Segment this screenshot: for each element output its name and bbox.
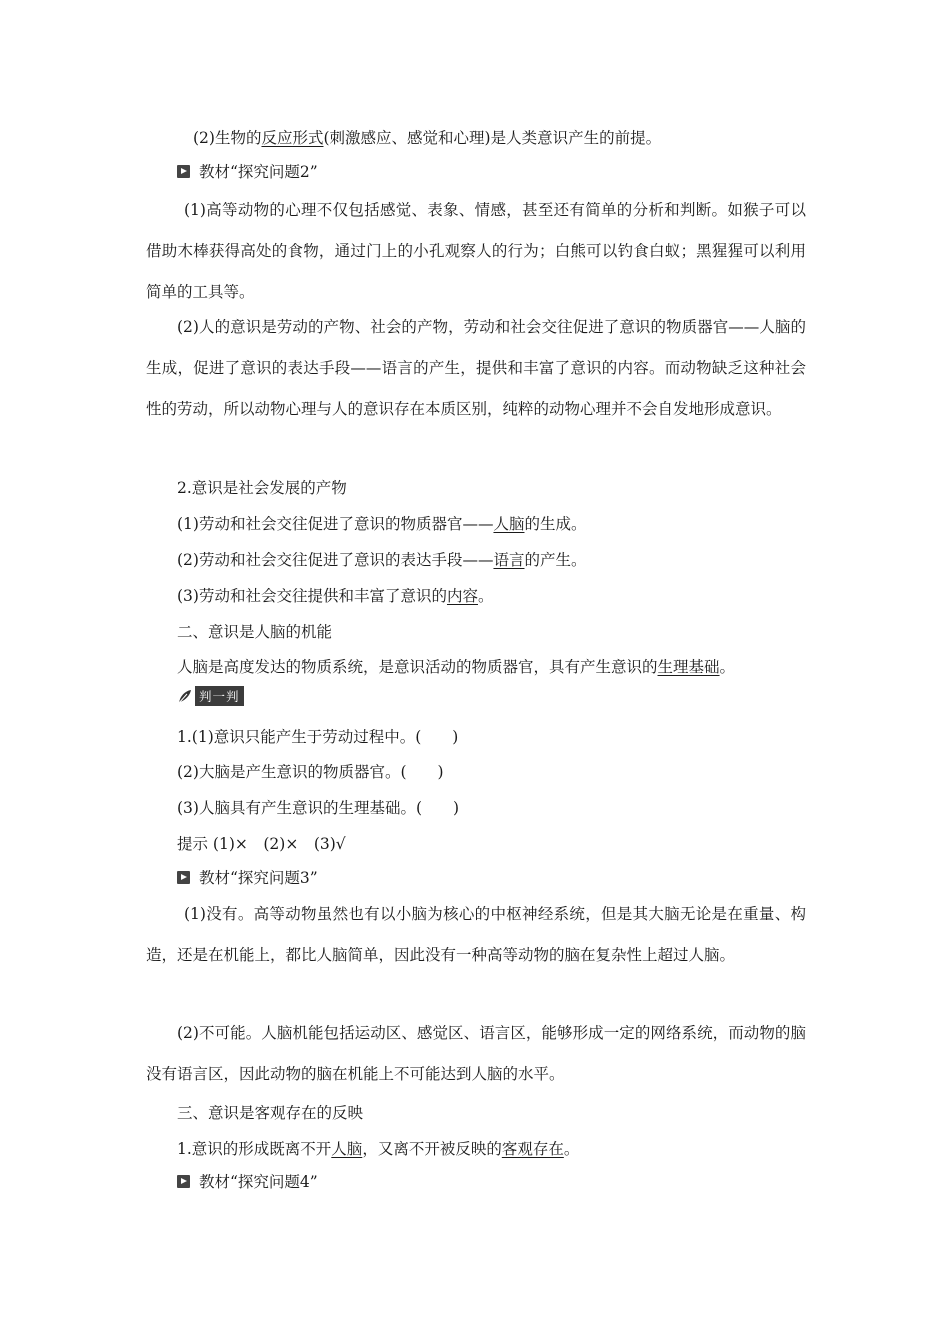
judge-item-2: (2)大脑是产生意识的物质器官。( ) — [177, 763, 444, 781]
material-tag-2 — [177, 160, 318, 182]
answer-paragraph-3: (1)没有。高等动物虽然也有以小脑为核心的中枢神经系统，但是其大脑无论是在重量、构造，还是在机能上，都比人脑简单，因此没有一种高等动物的脑在复杂性上超过人脑。 — [146, 905, 806, 964]
text-line — [193, 126, 661, 148]
material-tag-3 — [177, 866, 318, 888]
underlined-answer: 生理基础 — [657, 658, 720, 676]
text: 。 — [477, 587, 494, 605]
text-line — [177, 512, 587, 534]
underlined-answer: 反应形式 — [261, 129, 324, 147]
tag-label: 教材“探究问题2” — [199, 163, 318, 181]
tag-label: 教材“探究问题4” — [199, 1173, 318, 1191]
underlined-answer: 人脑 — [493, 515, 525, 533]
section-title: 2.意识是社会发展的产物 — [177, 479, 347, 497]
judge-badge — [177, 686, 244, 706]
text: 1.意识的形成既离不开 — [177, 1140, 332, 1158]
text: 的生成。 — [524, 515, 587, 533]
judge-item-1: 1.(1)意识只能产生于劳动过程中。( ) — [177, 728, 459, 746]
text: 。 — [719, 658, 736, 676]
answer-paragraph-1: (1)高等动物的心理不仅包括感觉、表象、情感，甚至还有简单的分析和判断。如猴子可以借助木棒获得高处的食物，通过门上的小孔观察人的行为；白熊可以钓食白蚁；黑猩猩可以利用简单的工具等。 — [146, 201, 806, 301]
tag-label: 教材“探究问题3” — [199, 869, 318, 887]
underlined-answer: 内容 — [446, 587, 478, 605]
play-triangle-icon — [177, 871, 190, 884]
text-line — [177, 548, 587, 570]
leaf-icon — [177, 688, 193, 704]
section-heading: 二、意识是人脑的机能 — [177, 623, 333, 641]
play-triangle-icon — [177, 165, 190, 178]
text: (3)劳动和社会交往提供和丰富了意识的 — [177, 587, 447, 605]
text: (2)劳动和社会交往促进了意识的表达手段—— — [177, 551, 494, 569]
text: (2)生物的 — [193, 129, 262, 147]
text: 。 — [563, 1140, 580, 1158]
underlined-answer: 人脑 — [331, 1140, 363, 1158]
text-line — [177, 655, 735, 677]
material-tag-4 — [177, 1170, 318, 1192]
answer-paragraph-2: (2)人的意识是劳动的产物、社会的产物，劳动和社会交往促进了意识的物质器官——人脑的生成，促进了意识的表达手段——语言的产生，提供和丰富了意识的内容。而动物缺乏这种社会性的劳动，所以动物心理与人的意识存在本质区别，纯粹的动物心理并不会自发地形成意识。 — [146, 318, 806, 418]
text: (1)劳动和社会交往促进了意识的物质器官—— — [177, 515, 494, 533]
text: 的产生。 — [524, 551, 587, 569]
answer-paragraph-4: (2)不可能。人脑机能包括运动区、感觉区、语言区，能够形成一定的网络系统，而动物的脑没有语言区，因此动物的脑在机能上不可能达到人脑的水平。 — [146, 1024, 806, 1083]
text: (刺激感应、感觉和心理)是人类意识产生的前提。 — [323, 129, 662, 147]
text: 人脑是高度发达的物质系统，是意识活动的物质器官，具有产生意识的 — [177, 658, 658, 676]
text-line — [177, 1137, 579, 1159]
underlined-answer: 语言 — [493, 551, 525, 569]
badge-label: 判一判 — [195, 686, 244, 706]
section-heading: 三、意识是客观存在的反映 — [177, 1104, 364, 1122]
judge-item-3: (3)人脑具有产生意识的生理基础。( ) — [177, 799, 460, 817]
text-line — [177, 584, 494, 606]
hint-line: 提示 (1)× (2)× (3)√ — [177, 835, 346, 853]
play-triangle-icon — [177, 1175, 190, 1188]
text: ，又离不开被反映的 — [362, 1140, 502, 1158]
underlined-answer: 客观存在 — [501, 1140, 564, 1158]
